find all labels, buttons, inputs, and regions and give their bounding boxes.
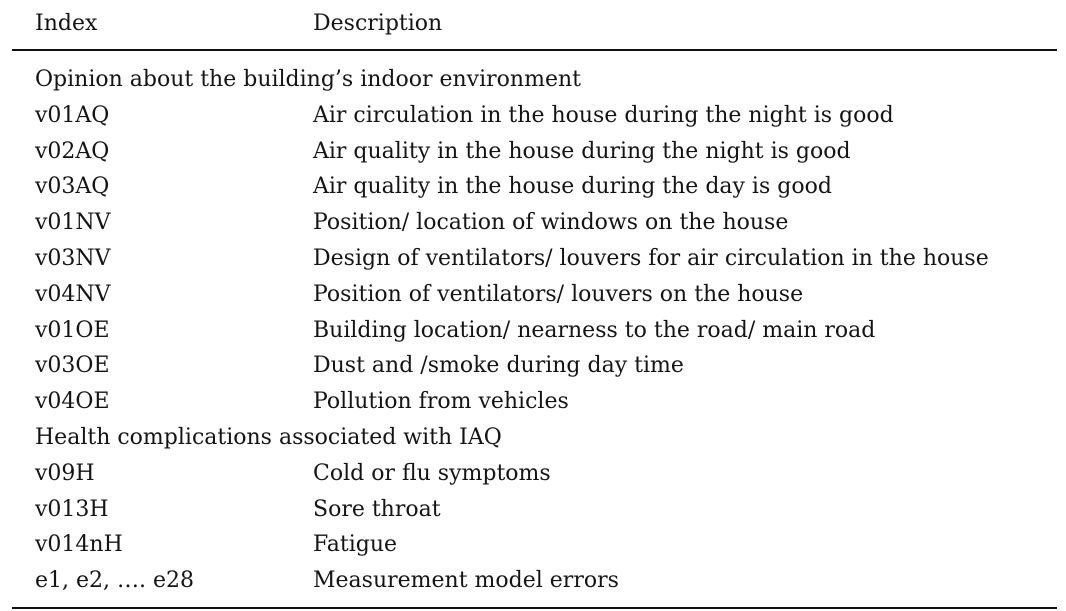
index-cell: v014nH bbox=[35, 532, 123, 558]
table-row bbox=[12, 456, 1057, 492]
index-cell: v01AQ bbox=[35, 102, 110, 128]
index-cell: v04NV bbox=[35, 281, 111, 307]
index-cell: v013H bbox=[35, 496, 109, 522]
table-row bbox=[12, 563, 1057, 599]
index-cell: v04OE bbox=[35, 389, 110, 415]
index-cell: v03OE bbox=[35, 353, 110, 379]
description-cell: Building location/ nearness to the road/ main road bbox=[313, 317, 876, 343]
table-row bbox=[12, 169, 1057, 205]
table-row bbox=[12, 527, 1057, 563]
table-header-row bbox=[12, 0, 1057, 51]
table-row bbox=[12, 277, 1057, 313]
index-cell: v02AQ bbox=[35, 138, 110, 164]
description-cell: Position of ventilators/ louvers on the house bbox=[313, 281, 804, 307]
description-cell: Cold or flu symptoms bbox=[313, 460, 551, 486]
table-body bbox=[12, 51, 1057, 609]
description-cell: Sore throat bbox=[313, 496, 441, 522]
table-row bbox=[12, 98, 1057, 134]
index-cell: v03AQ bbox=[35, 174, 110, 200]
description-cell: Fatigue bbox=[313, 532, 398, 558]
index-cell: v01NV bbox=[35, 210, 111, 236]
description-cell: Measurement model errors bbox=[313, 568, 619, 594]
group-title: Health complications associated with IAQ bbox=[35, 424, 502, 450]
description-cell: Design of ventilators/ louvers for air circulation in the house bbox=[313, 245, 989, 271]
index-cell: v03NV bbox=[35, 245, 111, 271]
description-cell: Pollution from vehicles bbox=[313, 389, 569, 415]
index-cell: v09H bbox=[35, 460, 95, 486]
table-row bbox=[12, 348, 1057, 384]
table-row bbox=[12, 241, 1057, 277]
group-heading-row bbox=[12, 420, 1057, 456]
table-row bbox=[12, 134, 1057, 170]
table-row bbox=[12, 205, 1057, 241]
table-row bbox=[12, 492, 1057, 528]
description-cell: Position/ location of windows on the house bbox=[313, 210, 789, 236]
description-cell: Air circulation in the house during the night is good bbox=[313, 102, 894, 128]
table-row bbox=[12, 384, 1057, 420]
table-row bbox=[12, 313, 1057, 349]
header-index: Index bbox=[35, 11, 98, 36]
description-cell: Air quality in the house during the night is good bbox=[313, 138, 851, 164]
index-cell: v01OE bbox=[35, 317, 110, 343]
variable-table bbox=[12, 0, 1057, 609]
group-title: Opinion about the building’s indoor environment bbox=[35, 67, 581, 92]
description-cell: Air quality in the house during the day is good bbox=[313, 174, 832, 200]
header-description: Description bbox=[313, 11, 443, 36]
description-cell: Dust and /smoke during day time bbox=[313, 353, 684, 379]
group-heading-row bbox=[12, 62, 1057, 98]
index-cell: e1, e2, …. e28 bbox=[35, 568, 195, 594]
